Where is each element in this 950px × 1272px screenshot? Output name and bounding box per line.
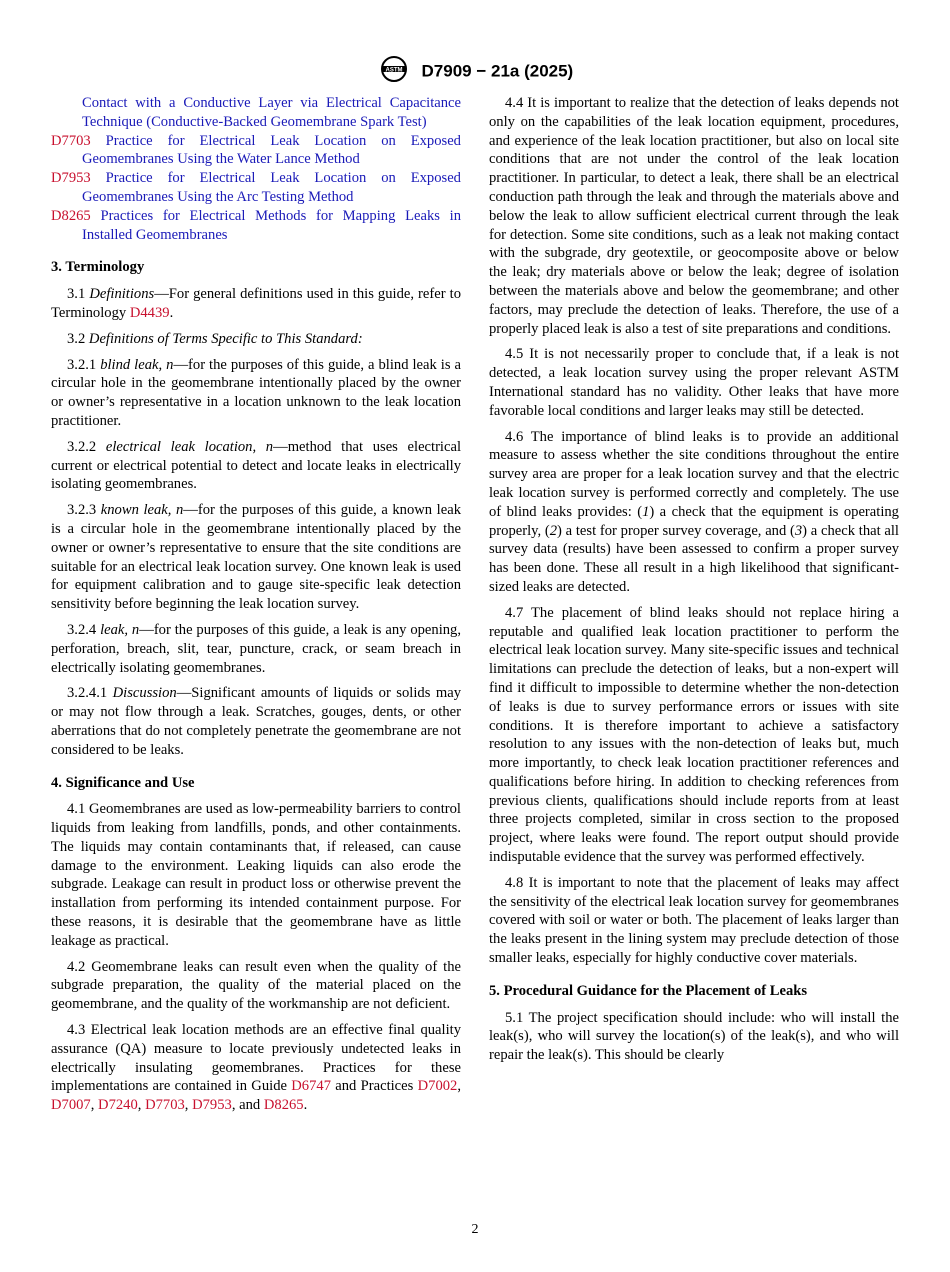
para-3-2-3: 3.2.3 known leak, n—for the purposes of this guide, a known leak is a circular hole in the geomembrane intentionally placed by the owner or owner’s representative to ensure that the site conditions are suitable for an electrical leak location survey. One known leak is used for equipment calibration and to gauge site-specific leak detection sensitivity before beginning the leak location survey. xyxy=(51,502,461,613)
para-4-8: 4.8 It is important to note that the placement of leaks may affect the sensitivity of the electrical leak location survey for geomembranes covered with soil or water or both. The placement of leaks larger than the leaks present in the lining system may preclude detection of those smaller leaks, especially for highly conductive cover materials. xyxy=(489,874,899,967)
ref-title-link[interactable]: Practices for Electrical Methods for Mapping Leaks in Installed Geomembranes xyxy=(82,207,461,243)
link-d6747[interactable]: D6747 xyxy=(291,1078,331,1095)
para-3-2: 3.2 Definitions of Terms Specific to This Standard: xyxy=(67,330,363,347)
link-d7240[interactable]: D7240 xyxy=(98,1097,138,1114)
para-4-3: 4.3 Electrical leak location methods are an effective final quality assurance (QA) measure to locate previously undetected leaks in electrically insulating geomembranes. Practices for these implementations are contained in Guide D6747 and Practices D7002, D7007, D7240, D7703, D7953, and D8265. xyxy=(51,1022,461,1114)
section-3-heading: 3. Terminology xyxy=(51,259,145,276)
ref-code-link[interactable]: D7953 xyxy=(51,170,91,187)
para-3-2-1: 3.2.1 blind leak, n—for the purposes of this guide, a blind leak is a circular hole in the geomembrane intentionally placed by the owner or owner’s representative in a location unknown to the leak location practitioner. xyxy=(51,356,461,429)
right-column xyxy=(489,94,899,1072)
para-3-2-4-1: 3.2.4.1 Discussion—Significant amounts of liquids or solids may or may not flow through a leak. Scratches, gouges, dents, or other aberrations that do not completely penetrate the geomembrane are not considered to be leaks. xyxy=(51,685,461,758)
ref-item xyxy=(51,132,461,170)
para-4-1: 4.1 Geomembranes are used as low-permeability barriers to control liquids from leaking from landfills, ponds, and other containments. The liquids may contain contaminants that, if released, can cause damage to the environment. Leaking liquids can also erode the subgrade. Leakage can result in product loss or otherwise prevent the installation from performing its intended containment purpose. For these reasons, it is desirable that the geomembrane have as little leakage as practical. xyxy=(51,801,461,949)
page-number: 2 xyxy=(471,1222,479,1237)
ref-code-link[interactable]: D7703 xyxy=(51,132,91,149)
link-d7703[interactable]: D7703 xyxy=(145,1097,185,1114)
page-header xyxy=(0,55,950,88)
para-4-7: 4.7 The placement of blind leaks should not replace hiring a reputable and qualified leak location practitioner to perform the electrical leak location survey. Many site-specific issues and technical limitations can preclude the detection of leaks, but a non-expert will find it difficult to impossible to determine whether the non-detection of leaks is due to survey performance errors or issues with site conditions. It is therefore important to achieve a satisfactory resolution to any issues with the non-detection of leaks but, much more importantly, to check leak location practitioner references and qualifications before hiring. In addition to checking references from previous clients, qualifications should include reports from at least three projects completed, similar in cross section to the proposed project, where leaks were found. The report output should provide indisputable evidence that the survey was performed effectively. xyxy=(489,604,899,866)
section-4-heading: 4. Significance and Use xyxy=(51,774,195,791)
para-3-1: 3.1 Definitions—For general definitions used in this guide, refer to Terminology D4439. xyxy=(51,286,461,321)
link-d7002[interactable]: D7002 xyxy=(417,1078,458,1095)
designation: D7909 − 21a (2025) xyxy=(421,61,574,81)
link-d4439[interactable]: D4439 xyxy=(129,304,170,321)
ref-code-link[interactable]: D8265 xyxy=(51,207,91,224)
link-d7007[interactable]: D7007 xyxy=(51,1097,91,1114)
para-3-2-2: 3.2.2 electrical leak location, n—method that uses electrical current or electrical potential to detect and locate leaks in electrically isolating geomembranes. xyxy=(51,438,461,493)
para-4-6: 4.6 The importance of blind leaks is to provide an additional measure to assess whether the site conditions throughout the entire survey area are proper for a leak location survey and that the electric leak location survey is performed correctly and completely. The use of blind leaks provides: (1) a check that the equipment is operating properly, (2) a test for proper survey coverage, and (3) a check that all survey data (results) have been assessed to confirm a proper survey has been done. These all result in a high likelihood that significant-sized leaks are detected. xyxy=(489,428,899,595)
para-4-4: 4.4 It is important to realize that the detection of leaks depends not only on the capabilities of the leak location equipment, procedures, and experience of the leak location practitioner, but also on local site conditions that are not under the control of the leak location practitioner. In particular, to detect a leak, there shall be an electrical conduction path through the leak and through the materials above and below the leak to allow sufficient electrical current through the leak for detection. Some site conditions, such as a leak not making contact with the subgrade, dry geotextile, or geocomposite above or below the leak; dry materials above or below the leak; degree of isolation between the materials above and below the geomembrane; and other factors, may preclude the detection of leaks. Therefore, the use of a properly placed leak is also a test of site preparations and conditions. xyxy=(489,95,899,337)
link-d8265[interactable]: D8265 xyxy=(263,1097,304,1114)
ref-continuation: Contact with a Conductive Layer via Electrical Capacitance Technique (Conductive-Backed Geomembrane Spark Test) xyxy=(82,95,461,130)
para-3-2-4: 3.2.4 leak, n—for the purposes of this guide, a leak is any opening, perforation, breach, slit, tear, puncture, crack, or seam breach in electrically isolating geomembranes. xyxy=(51,621,461,676)
para-5-1: 5.1 The project specification should include: who will install the leak(s), who will survey the location(s) of the leak(s), and who will repair the leak(s). This should be clearly xyxy=(489,1009,899,1064)
ref-title-link[interactable]: Practice for Electrical Leak Location on Exposed Geomembranes Using the Arc Testing Method xyxy=(82,170,461,205)
ref-title-link[interactable]: Practice for Electrical Leak Location on Exposed Geomembranes Using the Water Lance Method xyxy=(82,132,461,168)
link-d7953[interactable]: D7953 xyxy=(192,1097,232,1114)
section-5-heading: 5. Procedural Guidance for the Placement of Leaks xyxy=(489,982,808,999)
astm-logo-icon xyxy=(377,55,411,88)
para-4-5: 4.5 It is not necessarily proper to conclude that, if a leak is not detected, a leak location survey using the proper relevant ASTM International standard has no validity. Other leaks that have more favorable local conditions and larger leaks may still be detected. xyxy=(489,346,899,419)
ref-item xyxy=(51,169,461,207)
left-column xyxy=(51,94,461,1122)
ref-item xyxy=(51,207,461,245)
svg-text:ASTM: ASTM xyxy=(385,67,403,74)
para-4-2: 4.2 Geomembrane leaks can result even when the quality of the subgrade preparation, the quality of the material placed on the geomembrane, and the quality of the workmanship are not deficient. xyxy=(51,958,461,1013)
